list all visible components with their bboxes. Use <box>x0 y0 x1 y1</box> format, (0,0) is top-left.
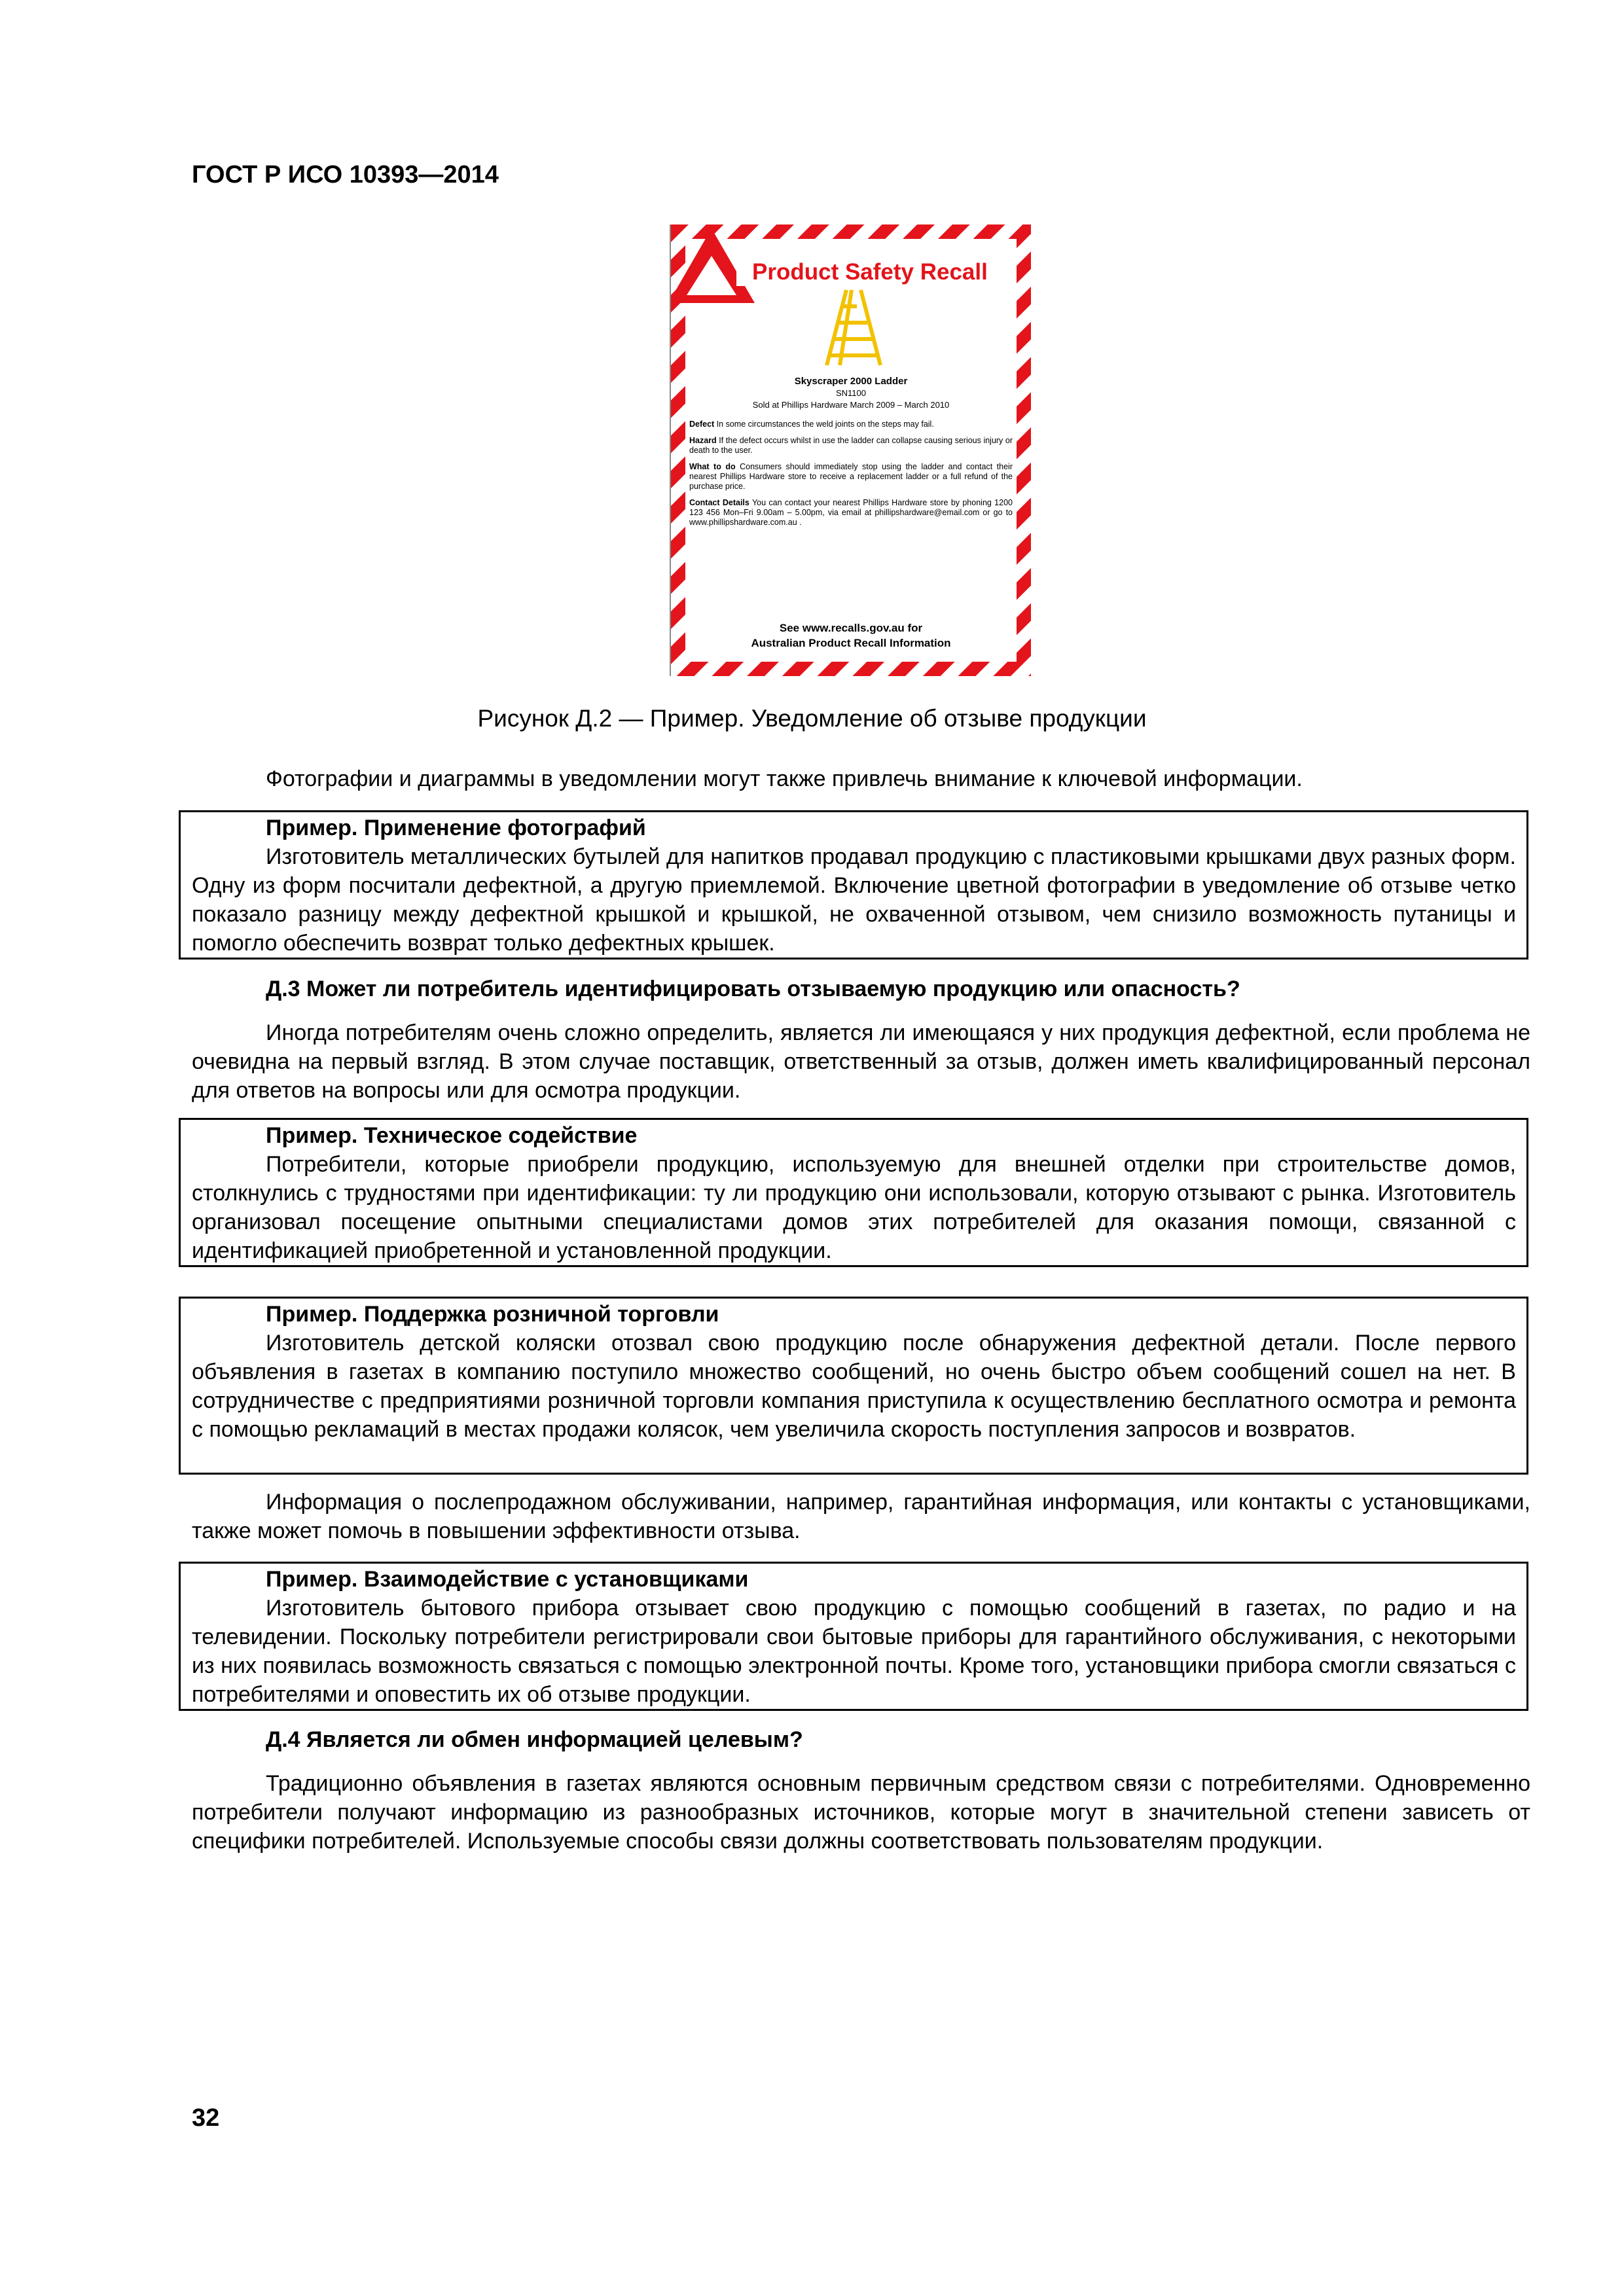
example-title: Пример. Применение фотографий <box>266 816 646 840</box>
example-body: Изготовитель бытового прибора отзывает свою продукцию с помощью сообщений в газетах, по радио и на телевидении. Поскольку потребители регистрировали свои бытовые приборы для гарантийного обслуживания, с некоторыми из них появилась возможность связаться с помощью электронной почты. Кроме того, установщики прибора смогли связаться с потребителями и оповестить их об отзыве продукции. <box>192 1596 1516 1707</box>
section-heading: Д.3 Может ли потребитель идентифицировать отзываемую продукцию или опасность? <box>266 977 1240 1001</box>
document-header: ГОСТ Р ИСО 10393—2014 <box>192 161 499 188</box>
paragraph: Иногда потребителям очень сложно определить, является ли имеющаяся у них продукция дефектной, если проблема не очевидна на первый взгляд. В этом случае поставщик, ответственный за отзыв, должен иметь квалифицированный персонал для ответов на вопросы или для осмотра продукции. <box>192 1020 1530 1103</box>
example-body: Изготовитель детской коляски отозвал свою продукцию после обнаружения дефектной детали. После первого объявления в газетах в компанию поступило множество сообщений, но очень быстро объем сообщений сошел на нет. В сотрудничестве с предприятиями розничной торговли компания приступила к осуществлению бесплатного осмотра и ремонта с помощью рекламаций в местах продажи колясок, чем увеличила скорость поступления запросов и возвратов. <box>192 1331 1516 1442</box>
page-number: 32 <box>192 2104 220 2132</box>
paragraph: Информация о послепродажном обслуживании, например, гарантийная информация, или контакты с установщиками, также может помочь в повышении эффективности отзыва. <box>192 1490 1530 1543</box>
example-title: Пример. Поддержка розничной торговли <box>266 1302 719 1327</box>
sold-period: Sold at Phillips Hardware March 2009 – March 2010 <box>752 400 950 410</box>
example-box <box>179 1118 1528 1267</box>
hazard-label: Hazard <box>689 436 717 445</box>
recall-notice-figure <box>670 224 1031 676</box>
defect-text: In some circumstances the weld joints on the steps may fail. <box>716 420 934 429</box>
contact-label: Contact Details <box>689 498 749 507</box>
paragraph: Фотографии и диаграммы в уведомлении могут также привлечь внимание к ключевой информации. <box>266 766 1303 791</box>
example-title: Пример. Взаимодействие с установщиками <box>266 1567 749 1592</box>
example-body: Изготовитель металлических бутылей для напитков продавал продукцию с пластиковыми крышками двух разных форм. Одну из форм посчитали дефектной, а другую приемлемой. Включение цветной фотографии в уведомление об отзыве четко показало разницу между дефектной крышкой и крышкой, не охваченной отзывом, чем снизило возможность путаницы и помогло обеспечить возврат только дефектных крышек. <box>192 844 1516 956</box>
product-code: SN1100 <box>835 388 867 398</box>
defect-label: Defect <box>689 420 715 429</box>
recall-footer-line2: Australian Product Recall Information <box>751 637 951 649</box>
hazard-text: If the defect occurs whilst in use the ladder can collapse causing serious injury or death to the user. <box>689 436 1013 455</box>
figure-caption: Рисунок Д.2 — Пример. Уведомление об отзыве продукции <box>477 705 1147 732</box>
section-heading: Д.4 Является ли обмен информацией целевым? <box>266 1727 803 1752</box>
recall-footer-line1: See www.recalls.gov.au for <box>779 622 923 634</box>
example-box <box>179 810 1528 960</box>
contact-text: You can contact your nearest Phillips Hardware store by phoning 1200 123 456 Mon–Fri 9.00am – 5.00pm, via email at phillipshardware@email.com or go to www.phillipshardware.com.au . <box>689 498 1013 527</box>
example-title: Пример. Техническое содействие <box>266 1123 638 1148</box>
todo-label: What to do <box>689 462 736 471</box>
recall-title: Product Safety Recall <box>752 259 988 285</box>
todo-text: Consumers should immediately stop using the ladder and contact their nearest Phillips Hardware store to receive a replacement ladder or a full refund of the purchase price. <box>689 462 1013 491</box>
example-box <box>179 1562 1528 1711</box>
paragraph: Традиционно объявления в газетах являются основным первичным средством связи с потребителями. Одновременно потребители получают информацию из разнообразных источников, которые могут в значительной степени зависеть от специфики потребителей. Используемые способы связи должны соответствовать пользователям продукции. <box>192 1771 1530 1854</box>
example-body: Потребители, которые приобрели продукцию, используемую для внешней отделки при строительстве домов, столкнулись с трудностями при идентификации: ту ли продукцию они использовали, которую отзывают с рынка. Изготовитель организовал посещение опытными специалистами домов этих потребителей для оказания помощи, связанной с идентификацией приобретенной и установленной продукции. <box>192 1152 1516 1263</box>
product-name: Skyscraper 2000 Ladder <box>794 376 908 387</box>
example-box <box>179 1297 1528 1475</box>
